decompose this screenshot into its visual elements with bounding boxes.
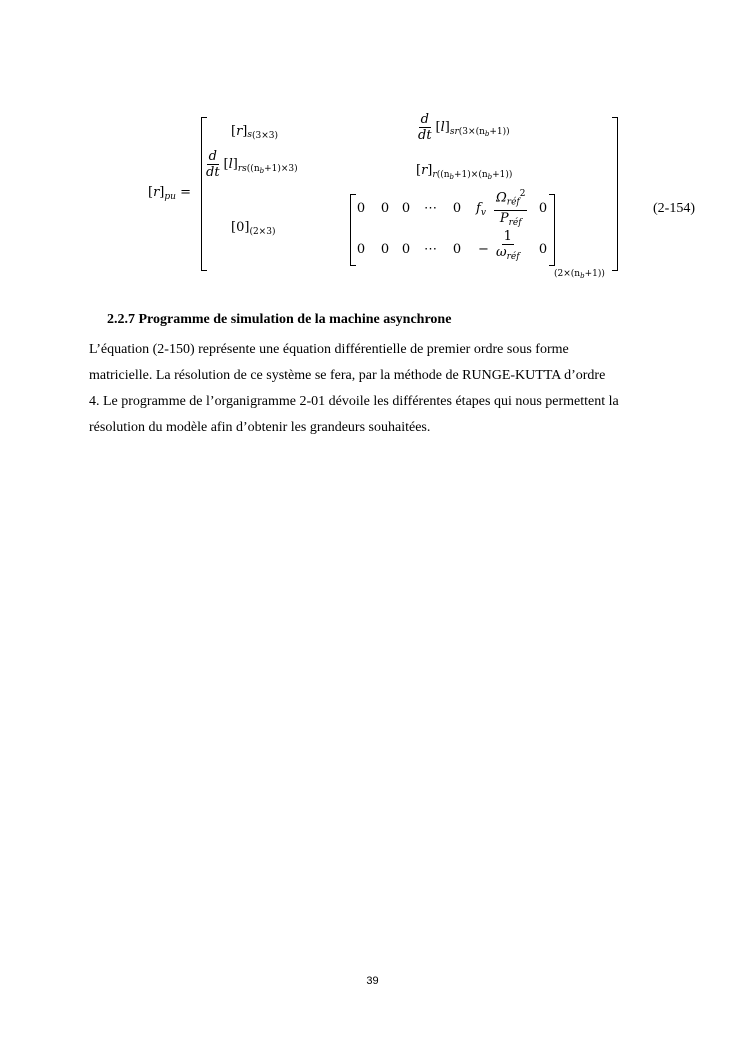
row2-cell: ⋯	[424, 242, 437, 257]
equation-lhs: $[r]_{pu}$ =	[148, 185, 191, 202]
outer-left-bracket	[201, 117, 207, 271]
paragraph-line: L’équation (2-150) représente une équation différentielle de premier ordre sous forme	[89, 342, 569, 357]
inner-dim: (2×(nb+1))	[554, 269, 605, 280]
row1-fv: $f_v$	[476, 201, 486, 218]
block-lsr: $\frac{d}{dt}$ $[l]_{sr(3\times(nb+1))}$	[418, 112, 510, 143]
row2-cell: 0	[356, 242, 366, 257]
outer-right-bracket	[612, 117, 618, 271]
row2-fraction: $\frac{1}{\omega_{réf}}$	[496, 229, 520, 262]
paragraph-line: 4. Le programme de l’organigramme 2-01 dévoile les différentes étapes qui nous permettent la	[89, 394, 619, 409]
block-lrs: $\frac{d}{dt}$ $[l]_{rs((nb+1)\times 3)}$	[206, 149, 298, 180]
row2-cell: 0	[380, 242, 390, 257]
block-rr: $[r]_{r((nb+1)\times(nb+1))}$	[416, 163, 513, 181]
page-number: 39	[366, 975, 379, 987]
row2-minus: −	[478, 242, 489, 257]
equation-number: (2-154)	[653, 201, 695, 216]
inner-right-bracket	[549, 194, 555, 266]
row1-cell: 0	[401, 201, 411, 216]
row2-cell: 0	[401, 242, 411, 257]
row1-fraction: $\frac{\Omega_{réf}^2}{P_{réf}}$	[496, 189, 526, 229]
section-heading: 2.2.7 Programme de simulation de la machine asynchrone	[107, 312, 452, 327]
block-rs: $[r]_{s(3\times 3)}$	[231, 124, 279, 141]
paragraph-line: résolution du modèle afin d’obtenir les grandeurs souhaitées.	[89, 420, 431, 435]
row1-cell: 0	[380, 201, 390, 216]
row1-cell: ⋯	[424, 201, 437, 216]
block-zero: $[0]_{(2\times 3)}$	[231, 220, 276, 237]
row2-last: 0	[538, 242, 548, 257]
row1-cell: 0	[452, 201, 462, 216]
row2-cell: 0	[452, 242, 462, 257]
row1-last: 0	[538, 201, 548, 216]
paragraph-line: matricielle. La résolution de ce système se fera, par la méthode de RUNGE-KUTTA d’ordre	[89, 368, 606, 383]
section-paragraph	[89, 337, 655, 441]
row1-cell: 0	[356, 201, 366, 216]
